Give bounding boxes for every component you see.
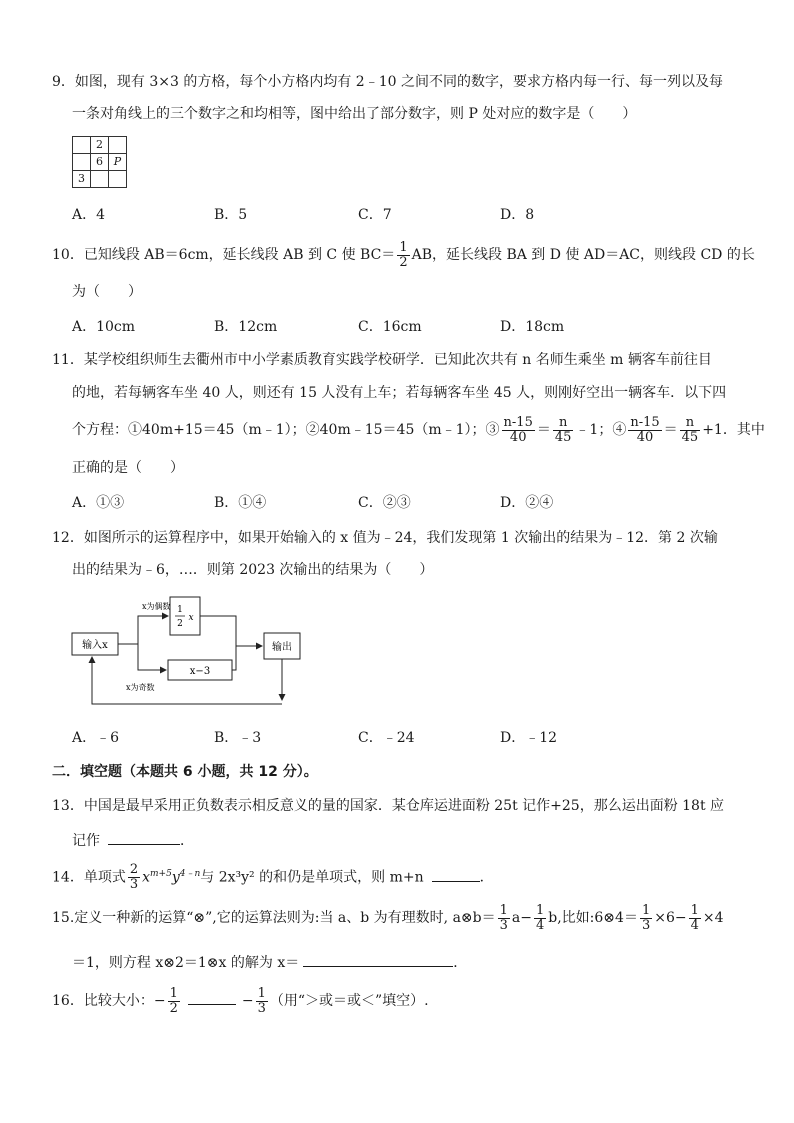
q12-option-b: B．﹣3 (214, 730, 262, 746)
q10-option-c: C．16cm (358, 319, 422, 335)
q16-pre: 16．比较大小： (52, 993, 154, 1009)
q12-line2: 出的结果为﹣6，…．则第 2023 次输出的结果为（ ） (72, 562, 434, 578)
q14-end: ． (479, 869, 494, 886)
q11-option-d: D．②④ (500, 495, 554, 511)
q11-fraction-4: $\frac{n}{45}$ (681, 414, 699, 445)
q11-tail-2: +1．其中 (702, 422, 765, 438)
q15-fraction-d: $\frac{1}{4}$ (690, 902, 699, 933)
q14-line (52, 858, 494, 894)
q11-line1: 11．某学校组织师生去衢州市中小学素质教育实践学校研学．已知此次共有 n 名师生乘坐 m 辆客车前往目 (52, 352, 712, 368)
q15-line1 (52, 902, 724, 934)
grid-cell: 6 (91, 154, 109, 171)
q12-line1: 12．如图所示的运算程序中，如果开始输入的 x 值为﹣24，我们发现第 1 次输出的结果为﹣12．第 2 次输 (52, 530, 718, 546)
flow-half-den: 2 (177, 619, 183, 629)
q11-option-c: C．②③ (358, 495, 411, 511)
q15-text-a: 15.定义一种新的运算“⊗”,它的运算法则为:当 a、b 为有理数时, a⊗b＝ (52, 910, 496, 926)
q10-line1 (52, 240, 755, 270)
q12-option-a: A．﹣6 (72, 730, 120, 746)
q15-fraction-b: $\frac{1}{4}$ (535, 902, 545, 933)
q14-y: y (171, 869, 180, 886)
q10-option-b: B．12cm (214, 319, 278, 335)
q15-end: ． (453, 955, 468, 971)
q14-exp-2: 4﹣n (179, 869, 201, 879)
grid-cell (109, 137, 127, 154)
q15-mid-1: a− (511, 910, 532, 926)
q11-option-b: B．①④ (214, 495, 267, 511)
grid-cell: 3 (73, 171, 91, 188)
q9-option-a: A．4 (72, 207, 106, 223)
q15-mid-3: ×6− (654, 910, 687, 926)
flow-minus-label: x−3 (189, 666, 211, 677)
q11-equals-2: ＝ (663, 422, 678, 438)
q13-answer-blank[interactable] (108, 830, 180, 845)
q16-sign-2: − (241, 993, 254, 1009)
q9-magic-square-grid (72, 136, 127, 188)
q16-answer-blank[interactable] (188, 990, 236, 1005)
q16-post: （用“＞或＝或＜”填空）. (269, 993, 429, 1009)
q14-post: 与 2x³y² 的和仍是单项式，则 m+n (200, 869, 424, 886)
grid-cell: 2 (91, 137, 109, 154)
section-2-heading: 二．填空题（本题共 6 小题，共 12 分）。 (52, 764, 318, 780)
grid-cell (91, 171, 109, 188)
q15-text-b: ＝1，则方程 x⊗2＝1⊗x 的解为 x＝ (72, 955, 300, 971)
q16-fraction-1: $\frac{1}{2}$ (169, 985, 178, 1016)
q11-fraction-1: $\frac{n-15}{40}$ (503, 414, 533, 445)
q15-answer-blank[interactable] (303, 952, 453, 967)
q13-text: 记作 (72, 833, 100, 849)
q11-line3 (72, 413, 765, 447)
q11-tail-1: ﹣1；④ (575, 422, 627, 438)
q15-line2 (72, 952, 467, 973)
q15-mid-2: b,比如:6⊗4＝ (548, 910, 638, 926)
flow-odd-arrow (138, 644, 166, 670)
q11-option-a: A．①③ (72, 495, 125, 511)
q12-flowchart (66, 590, 316, 715)
q13-line2 (72, 830, 194, 851)
q16-sign-1: − (153, 993, 166, 1009)
grid-cell (73, 137, 91, 154)
q16-fraction-2: $\frac{1}{3}$ (257, 985, 266, 1016)
q10-text-b: AB，延长线段 BA 到 D 使 AD＝AC，则线段 CD 的长 (411, 247, 755, 263)
q11-line2: 的地，若每辆客车坐 40 人，则还有 15 人没有上车；若每辆客车坐 45 人，则刚好空出一辆客车．以下四 (72, 385, 727, 401)
q14-pre: 14．单项式 (52, 869, 126, 886)
flow-half-var: x (188, 613, 194, 623)
q11-text-a: 个方程：①40m+15＝45（m﹣1）；②40m﹣15＝45（m﹣1）；③ (72, 422, 500, 438)
flow-odd-label: x为奇数 (126, 683, 155, 692)
q10-text-a: 10．已知线段 AB＝6cm，延长线段 AB 到 C 使 BC＝ (52, 247, 396, 263)
q13-line1: 13．中国是最早采用正负数表示相反意义的量的国家．某仓库运进面粉 25t 记作+25，那么运出面粉 18t 应 (52, 798, 725, 814)
q11-line4: 正确的是（ ） (72, 460, 184, 476)
q11-equals-1: ＝ (536, 422, 551, 438)
q15-fraction-c: $\frac{1}{3}$ (641, 902, 651, 933)
q10-option-d: D．18cm (500, 319, 565, 335)
q14-exp-1: m+5 (150, 869, 172, 879)
q12-option-c: C．﹣24 (358, 730, 415, 746)
q12-option-d: D．﹣12 (500, 730, 558, 746)
q10-option-a: A．10cm (72, 319, 136, 335)
flow-half-num: 1 (177, 605, 183, 615)
q11-fraction-2: $\frac{n}{45}$ (554, 414, 572, 445)
q9-option-c: C．7 (358, 207, 392, 223)
flow-output-label: 输出 (272, 642, 292, 653)
q14-answer-blank[interactable] (432, 867, 480, 882)
q16-line (52, 984, 429, 1018)
q15-mid-4: ×4 (702, 910, 724, 926)
q13-end: ． (180, 833, 194, 849)
q10-fraction: $\frac{1}{2}$ (399, 239, 408, 270)
grid-cell (109, 171, 127, 188)
flow-even-arrow (118, 616, 168, 644)
q15-fraction-a: $\frac{1}{3}$ (499, 902, 508, 933)
grid-cell-p: P (109, 154, 127, 171)
q9-option-b: B．5 (214, 207, 248, 223)
q9-line1: 9．如图，现有 3×3 的方格，每个小方格内均有 2﹣10 之间不同的数字，要求方格内每一行、每一列以及每 (52, 74, 723, 90)
q11-fraction-3: $\frac{n-15}{40}$ (630, 414, 660, 445)
q10-line2: 为（ ） (72, 284, 142, 300)
grid-cell (73, 154, 91, 171)
q9-line2: 一条对角线上的三个数字之和均相等，图中给出了部分数字，则 P 处对应的数字是（ ） (72, 106, 637, 122)
flow-input-label: 输入x (82, 640, 108, 651)
q14-x: x (142, 869, 151, 886)
q9-option-d: D．8 (500, 207, 535, 223)
flow-even-label: x为偶数 (142, 602, 171, 611)
q14-fraction: $\frac{2}{3}$ (129, 862, 139, 893)
